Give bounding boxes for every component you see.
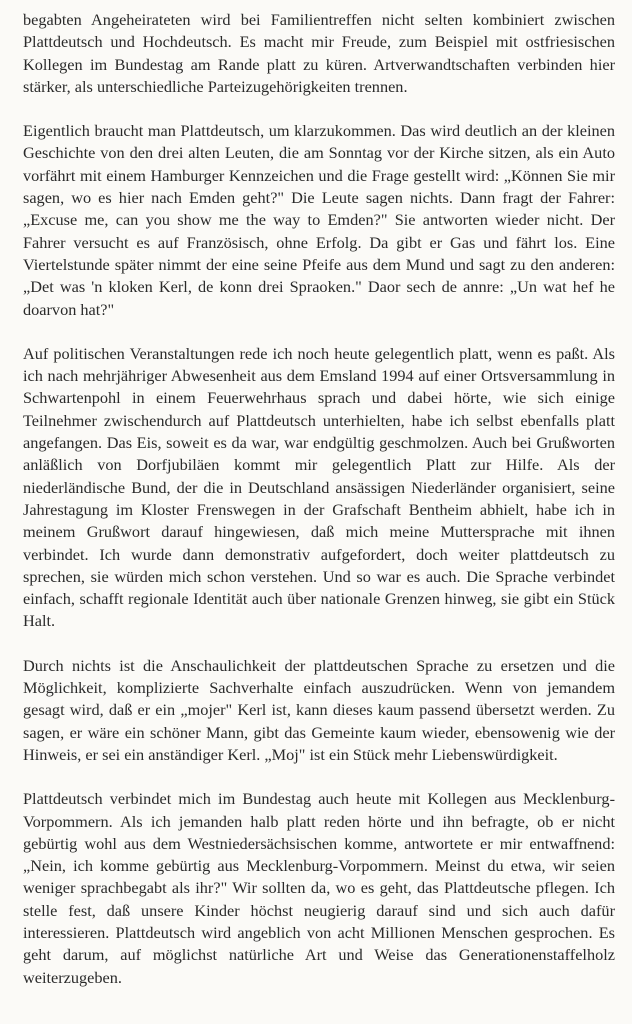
paragraph-mecklenburg: Plattdeutsch verbindet mich im Bundestag auch heute mit Kollegen aus Mecklenburg-Vorpommern. Als ich jemanden halb platt reden hörte und ihn befragte, ob er nicht gebürtig wohl aus dem Westniedersächsischen komme, antwortete er mir entwaffnend: „Nein, ich komme gebürtig aus Mecklenburg-Vorpommern. Meinst du etwa, wir seien weniger sprachbegabt als ihr?" Wir sollten da, wo es geht, das Plattdeutsche pflegen. Ich stelle fest, daß unsere Kinder höchst neugierig darauf sind und sich auch dafür interessieren. Plattdeutsch wird angeblich von acht Millionen Menschen gesprochen. Es geht darum, auf möglichst natürliche Art und Weise das Generationenstaffelholz weiterzugeben. bbox=[23, 789, 615, 987]
paragraph-emden-story: Eigentlich braucht man Plattdeutsch, um klarzukommen. Das wird deutlich an der kleinen Geschichte von den drei alten Leuten, die am Sonntag vor der Kirche sitzen, als ein Auto vorfährt mit einem Hamburger Kennzeichen und die Frage gestellt wird: „Können Sie mir sagen, wo es hier nach Emden geht?" Die Leute sagen nichts. Dann fragt der Fahrer: „Excuse me, can you show me the way to Emden?" Sie antworten wieder nicht. Der Fahrer versucht es auf Französisch, ohne Erfolg. Da gibt er Gas und fährt los. Eine Viertelstunde später nimmt der eine seine Pfeife aus dem Mund und sagt zu den anderen: „Det was 'n kloken Kerl, de konn drei Spraoken." Daor sech de annre: „Un wat hef he doarvon hat?" bbox=[23, 121, 615, 319]
paragraph-family-meetings: begabten Angeheirateten wird bei Familientreffen nicht selten kombiniert zwischen Plattdeutsch und Hochdeutsch. Es macht mir Freude, zum Beispiel mit ostfriesischen Kollegen im Bundestag am Rande platt zu küren. Artverwandtschaften verbinden hier stärker, als unterschiedliche Parteizugehörigkeiten trennen. bbox=[23, 10, 615, 96]
page-text bbox=[23, 9, 615, 989]
paragraph-mojer-kerl: Durch nichts ist die Anschaulichkeit der plattdeutschen Sprache zu ersetzen und die Möglichkeit, komplizierte Sachverhalte einfach auszudrücken. Wenn von jemandem gesagt wird, daß er ein „mojer" Kerl ist, kann dieses kaum passend übersetzt werden. Zu sagen, er wäre ein schöner Mann, gibt das Gemeinte kaum wieder, ebensowenig wie der Hinweis, er sei ein anständiger Kerl. „Moj" ist ein Stück mehr Liebenswürdigkeit. bbox=[23, 655, 615, 764]
paragraph-political-events: Auf politischen Veranstaltungen rede ich noch heute gelegentlich platt, wenn es paßt. Als ich nach mehrjähriger Abwesenheit aus dem Emsland 1994 auf einer Ortsversammlung in Schwartenpohl in einem Feuerwehrhaus sprach und dabei hörte, wie sich einige Teilnehmer zwischendurch auf Plattdeutsch unterhielten, habe ich selbst ebenfalls platt angefangen. Das Eis, soweit es da war, war endgültig geschmolzen. Auch bei Grußworten anläßlich von Dorfjubiläen kommt mir gelegentlich Platt zur Hilfe. Als der niederländische Bund, der die in Deutschland ansässigen Niederländer organisiert, seine Jahrestagung im Kloster Frenswegen in der Grafschaft Bentheim abhielt, habe ich in meinem Grußwort darauf hingewiesen, daß mich meine Muttersprache mit ihnen verbindet. Ich wurde dann demonstrativ aufgefordert, doch weiter plattdeutsch zu sprechen, sie würden mich schon verstehen. Und so war es auch. Die Sprache verbindet einfach, schafft regionale Identität auch über nationale Grenzen hinweg, sie gibt ein Stück Halt. bbox=[23, 343, 615, 631]
